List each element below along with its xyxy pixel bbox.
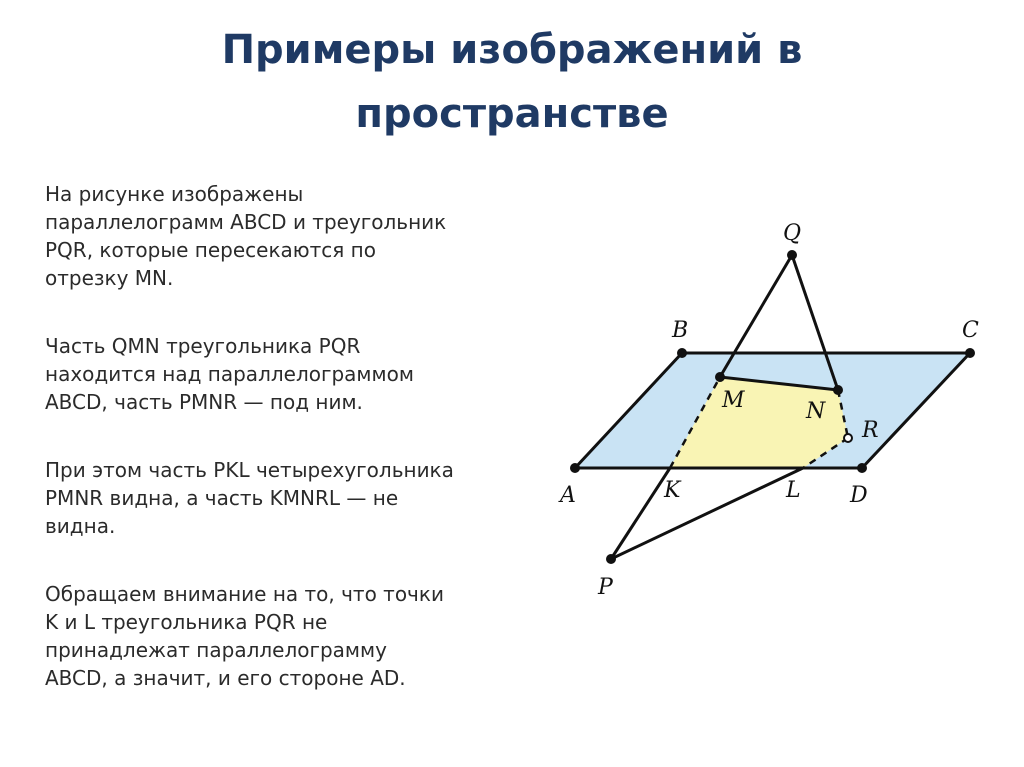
label-r: R (862, 418, 879, 443)
slide-title-line-2: пространстве (355, 91, 669, 137)
paragraph-1-line-2: параллелограмм ABCD и треугольник (45, 210, 447, 234)
point-r (844, 434, 852, 442)
point-m (715, 372, 725, 382)
slide-title (0, 18, 1024, 146)
paragraph-1 (45, 180, 515, 292)
paragraph-3-line-3: видна. (45, 514, 116, 538)
label-b: B (672, 318, 689, 343)
paragraph-3-line-1: При этом часть PKL четырехугольника (45, 458, 454, 482)
slide-title-line-1: Примеры изображений в (221, 27, 803, 73)
label-m: M (722, 388, 745, 413)
paragraph-4-line-3: принадлежат параллелограмму (45, 638, 387, 662)
label-l: L (786, 478, 801, 503)
label-q: Q (783, 221, 802, 246)
paragraph-4-line-4: ABCD, а значит, и его стороне AD. (45, 666, 406, 690)
paragraph-4 (45, 580, 515, 692)
label-c: C (962, 318, 979, 343)
paragraph-1-line-1: На рисунке изображены (45, 182, 304, 206)
label-n: N (806, 399, 826, 424)
paragraph-1-line-4: отрезку MN. (45, 266, 174, 290)
paragraph-2-line-2: находится над параллелограммом (45, 362, 414, 386)
paragraph-4-line-2: K и L треугольника PQR не (45, 610, 328, 634)
point-p (606, 554, 616, 564)
point-d (857, 463, 867, 473)
label-a: A (560, 483, 576, 508)
paragraph-3-line-2: PMNR видна, а часть KMNRL — не (45, 486, 399, 510)
label-d: D (850, 483, 868, 508)
paragraph-1-line-3: PQR, которые пересекаются по (45, 238, 376, 262)
paragraph-4-line-1: Обращаем внимание на то, что точки (45, 582, 444, 606)
point-b (677, 348, 687, 358)
geometry-figure (540, 200, 1020, 620)
point-q (787, 250, 797, 260)
paragraph-2-line-3: ABCD, часть PMNR — под ним. (45, 390, 363, 414)
point-c (965, 348, 975, 358)
label-p: P (598, 575, 613, 600)
paragraph-3 (45, 456, 515, 540)
point-n (833, 385, 843, 395)
label-k: K (664, 478, 681, 503)
paragraph-2-line-1: Часть QMN треугольника PQR (45, 334, 361, 358)
paragraph-2 (45, 332, 515, 416)
point-a (570, 463, 580, 473)
